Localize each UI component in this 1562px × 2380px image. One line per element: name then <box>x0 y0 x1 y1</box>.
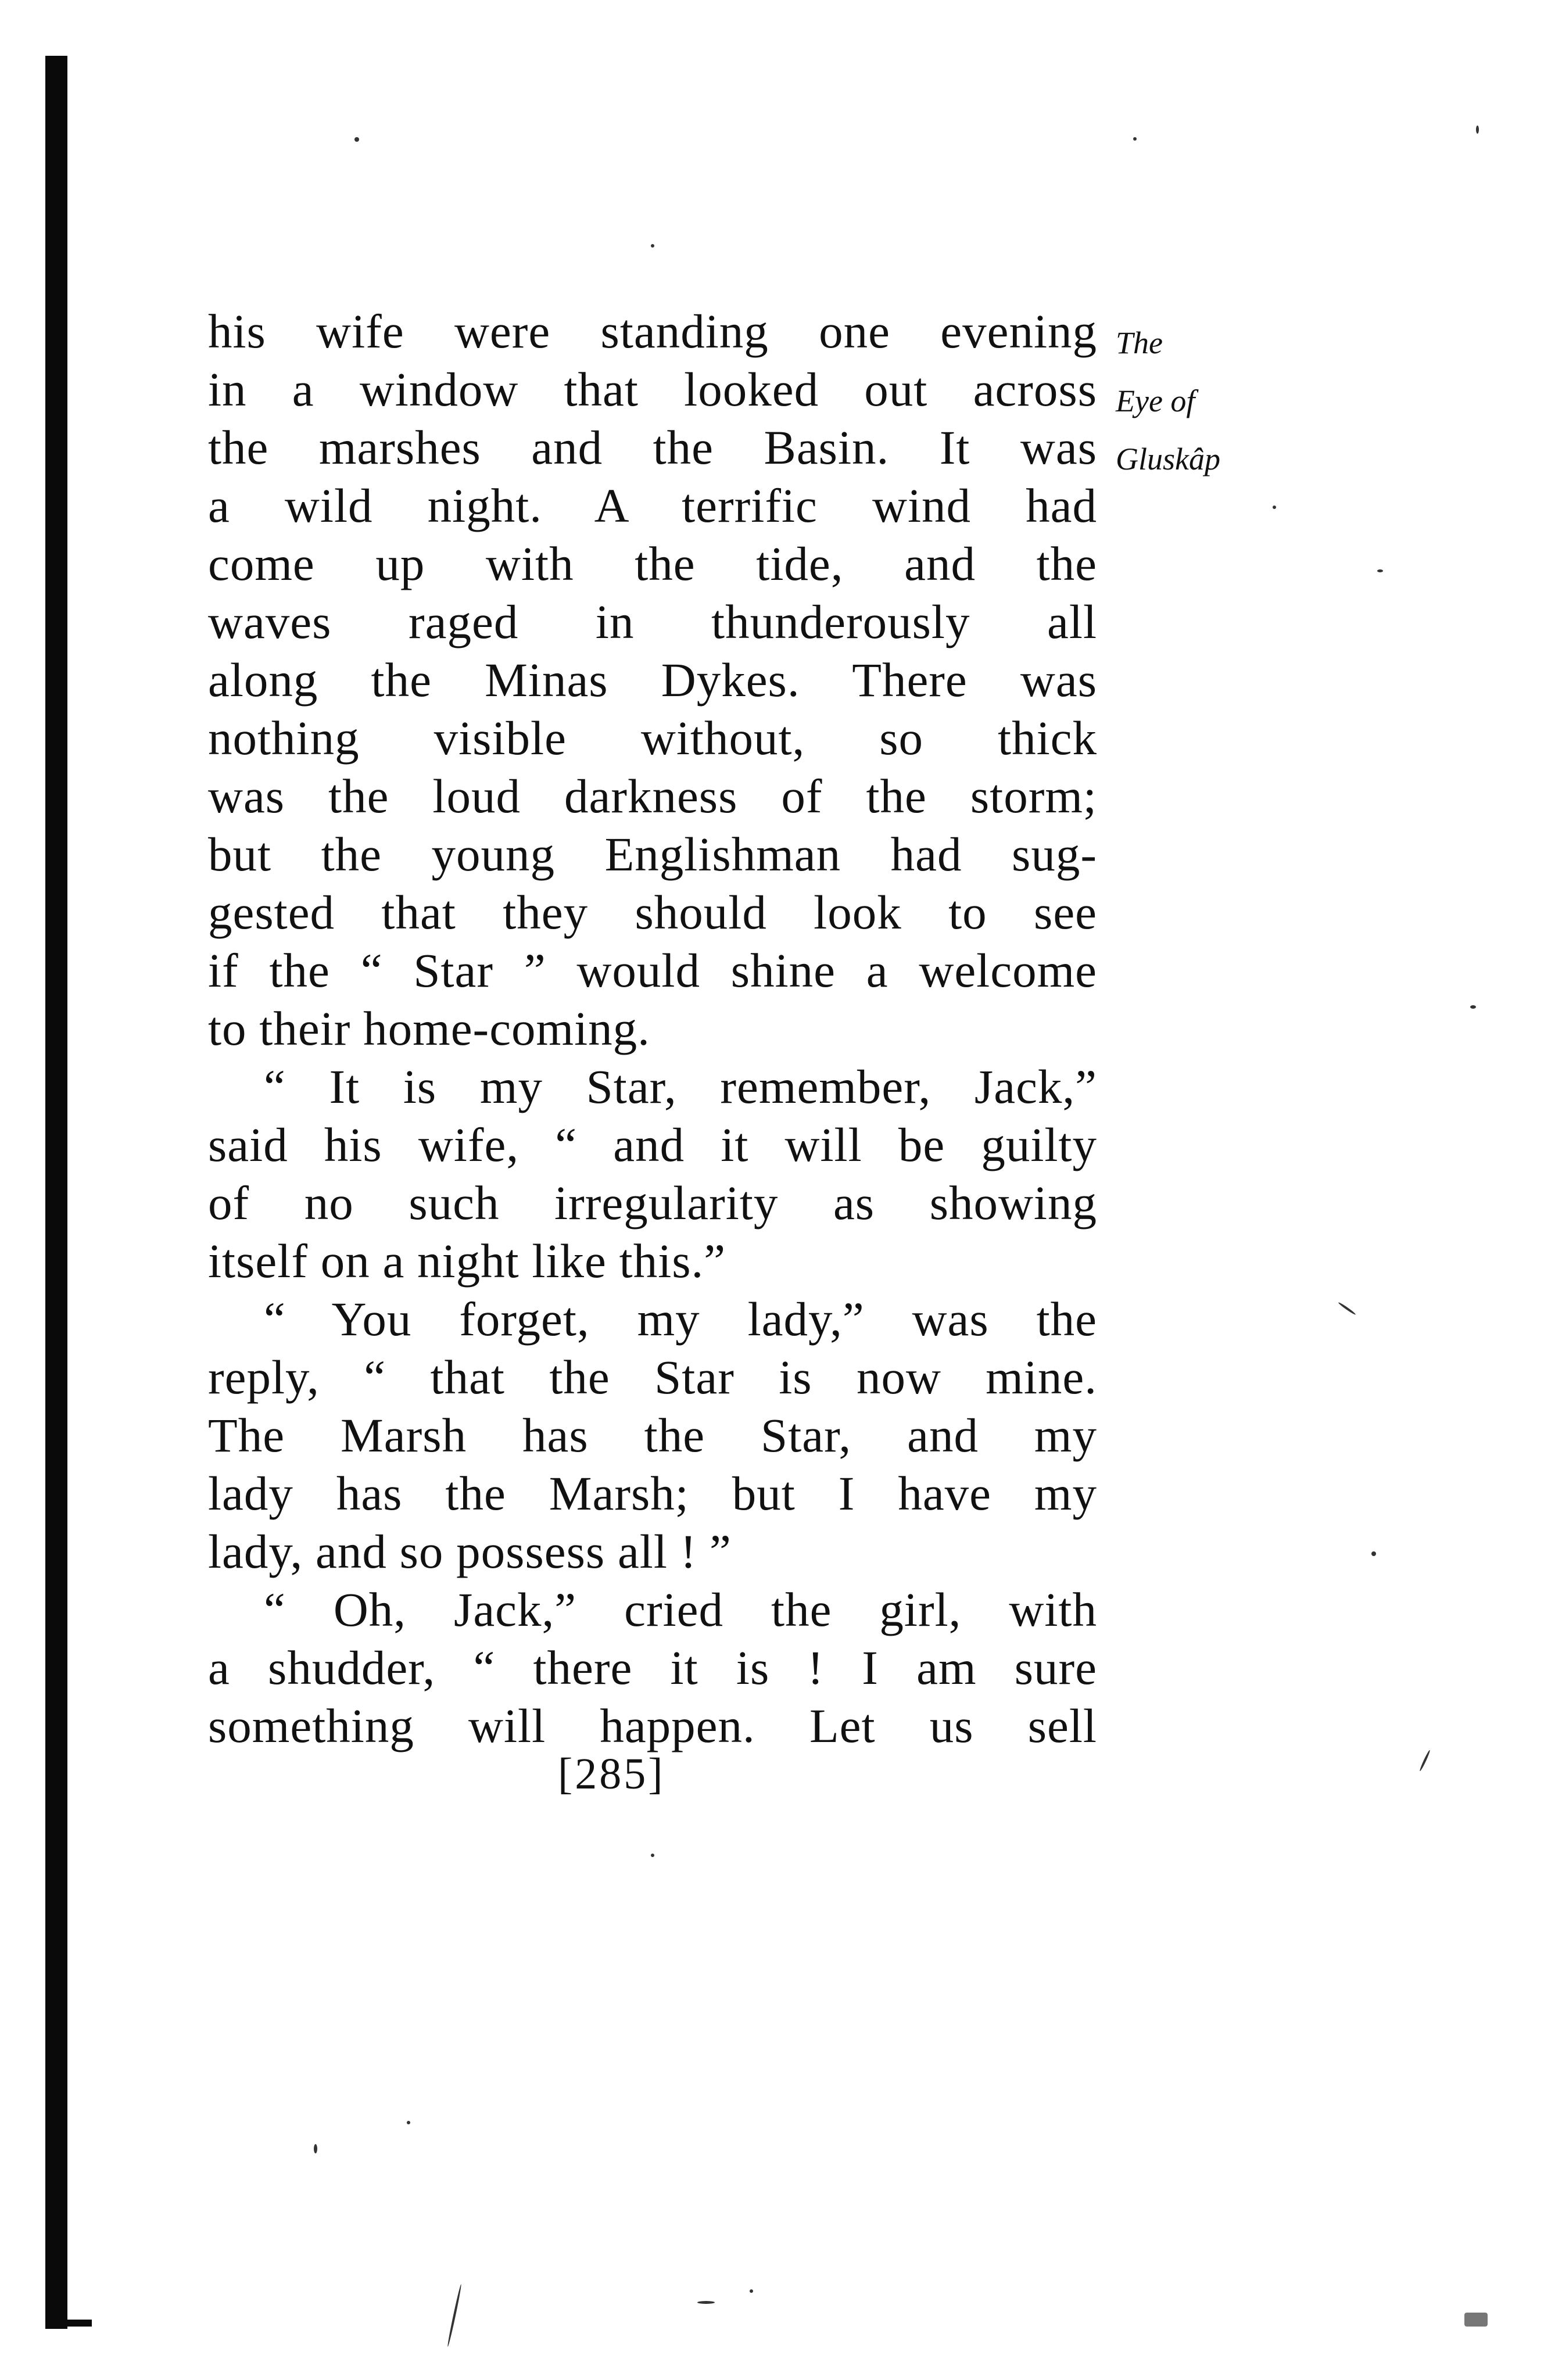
text-line: if the “ Star ” would shine a welcome <box>208 944 1097 997</box>
scan-speck <box>697 2301 715 2304</box>
text-line: “ Oh, Jack,” cried the girl, with <box>264 1583 1097 1636</box>
scan-speck <box>314 2144 317 2153</box>
running-head-line: The <box>1116 325 1163 360</box>
text-line: itself on a night like this.” <box>208 1234 726 1288</box>
page-number: [285] <box>558 1750 665 1798</box>
text-line: The Marsh has the Star, and my <box>208 1408 1097 1462</box>
running-head-line: Gluskâp <box>1116 442 1220 476</box>
scan-speck <box>1133 137 1137 141</box>
text-line: a shudder, “ there it is ! I am sure <box>208 1641 1097 1694</box>
text-line: the marshes and the Basin. It was <box>208 421 1097 474</box>
scan-speck <box>1476 126 1479 134</box>
text-line: to their home-coming. <box>208 1002 650 1055</box>
text-line: “ You forget, my lady,” was the <box>264 1292 1097 1346</box>
scan-speck <box>651 1854 654 1857</box>
scan-speck <box>651 244 654 248</box>
text-line: in a window that looked out across <box>208 363 1097 416</box>
text-line: “ It is my Star, remember, Jack,” <box>264 1060 1097 1113</box>
scan-speck <box>1273 506 1276 509</box>
page-binding-edge <box>45 56 67 2329</box>
scan-speck <box>1470 1005 1476 1009</box>
text-line: come up with the tide, and the <box>208 537 1097 590</box>
text-line: something will happen. Let us sell <box>208 1699 1097 1752</box>
text-line: waves raged in thunderously all <box>208 595 1097 648</box>
text-line: was the loud darkness of the storm; <box>208 769 1097 823</box>
scan-speck <box>354 137 359 142</box>
text-line: lady has the Marsh; but I have my <box>208 1467 1097 1520</box>
text-line: of no such irregularity as showing <box>208 1176 1097 1230</box>
text-line: his wife were standing one evening <box>208 304 1097 358</box>
text-line: lady, and so possess all ! ” <box>208 1525 732 1578</box>
text-line: along the Minas Dykes. There was <box>208 653 1097 707</box>
text-line: but the young Englishman had sug- <box>208 827 1097 881</box>
page-binding-foot <box>45 2320 92 2327</box>
scan-speck <box>1464 2313 1488 2327</box>
scan-speck <box>1419 1750 1431 1772</box>
text-line: reply, “ that the Star is now mine. <box>208 1350 1097 1404</box>
text-line: a wild night. A terrific wind had <box>208 479 1097 532</box>
text-line: nothing visible without, so thick <box>208 711 1097 765</box>
running-head <box>1116 314 1290 488</box>
scan-speck <box>750 2289 753 2293</box>
text-line: gested that they should look to see <box>208 886 1097 939</box>
scan-speck <box>407 2121 410 2124</box>
scan-speck <box>447 2284 463 2347</box>
scan-speck <box>1377 569 1383 572</box>
running-head-line: Eye of <box>1116 383 1195 418</box>
text-line: said his wife, “ and it will be guilty <box>208 1118 1097 1171</box>
scan-speck <box>1338 1302 1356 1316</box>
body-text <box>208 302 1097 1755</box>
scan-speck <box>1371 1551 1376 1556</box>
